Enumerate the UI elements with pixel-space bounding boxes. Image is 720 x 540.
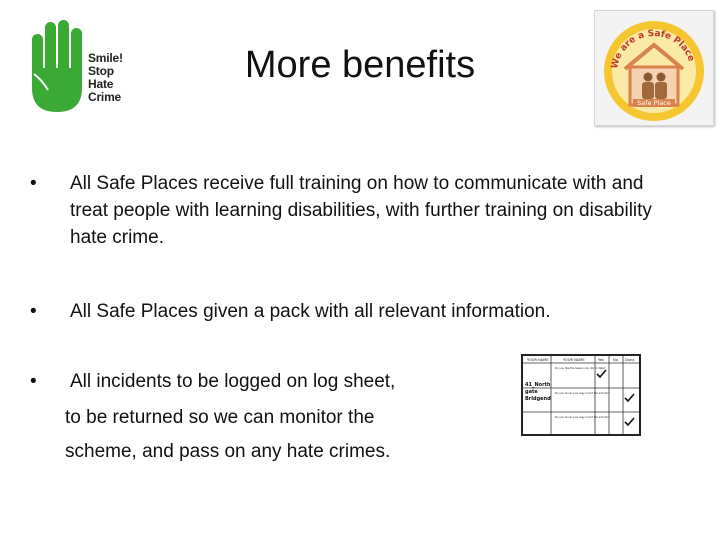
bullet-marker: • (30, 173, 37, 194)
safe-place-badge-graphic (595, 11, 713, 125)
smile-stop-hate-crime-logo (28, 18, 140, 118)
slide-title: More benefits (244, 44, 476, 86)
bullet-text: All Safe Places given a pack with all relevant information. (70, 301, 551, 322)
log-location (525, 382, 551, 402)
log-question: Do you know your way round the school? (555, 416, 609, 419)
bullet-marker: • (30, 371, 37, 392)
log-header: No (613, 358, 618, 362)
raised-hand-icon (28, 18, 86, 114)
bullet-text-continued: to be returned so we can monitor the scheme, and pass on any hate crimes. (65, 407, 391, 462)
log-header: YOUR NAME (563, 358, 585, 362)
svg-text:41_North: 41_North (525, 382, 551, 388)
svg-text:Bridgend: Bridgend (525, 396, 551, 402)
badge-house-label: Safe Place (637, 99, 671, 107)
log-header: Yes (598, 358, 604, 362)
logo-line: Stop (88, 64, 114, 78)
logo-line: Crime (88, 90, 122, 104)
bullet-text: All incidents to be logged on log sheet, (70, 371, 396, 392)
log-question: Do you like the lesson you did to date? (555, 367, 606, 370)
log-question: Do you know your way round the school? (555, 392, 609, 395)
bullet-marker: • (30, 301, 37, 322)
safe-place-badge (594, 10, 714, 126)
bullet-text: All Safe Places receive full training on how to communicate with and treat people with learning disabilities, with further training on disability hate crime. (70, 173, 652, 248)
log-sheet-table (523, 356, 639, 434)
svg-text:gate: gate (525, 389, 538, 395)
log-header: YOUR NAME (527, 358, 549, 362)
badge-arc-text: We are a Safe Place (610, 28, 696, 70)
logo-line: Smile! (88, 51, 123, 65)
log-sheet-image (521, 354, 641, 436)
logo-line: Hate (88, 77, 114, 91)
log-header: Dona (625, 358, 635, 362)
logo-text (88, 52, 123, 104)
